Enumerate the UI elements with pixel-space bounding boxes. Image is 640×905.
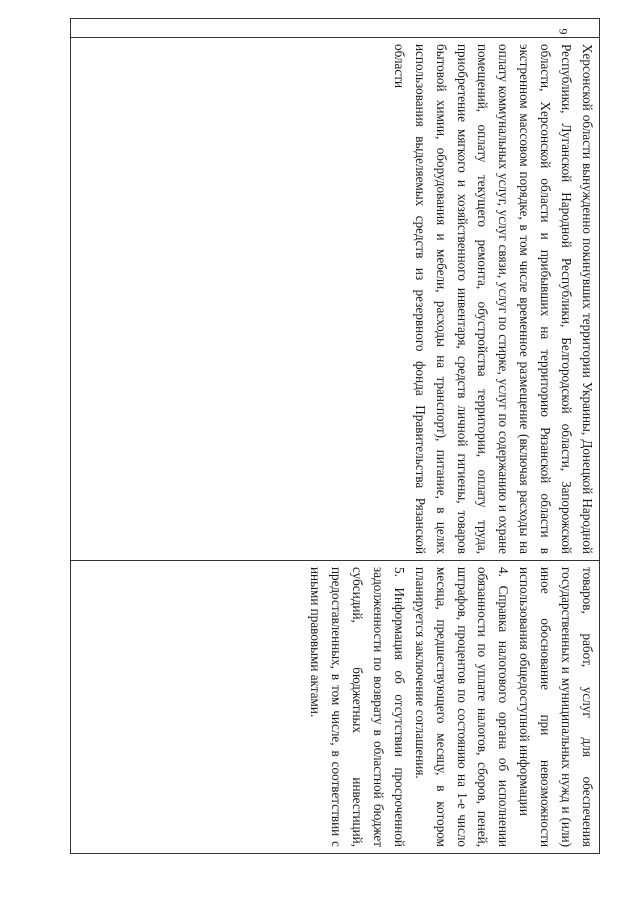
- page-number: 9: [556, 28, 571, 35]
- table-row: [71, 19, 600, 854]
- table-cell-description: [71, 38, 600, 561]
- table-cell-requirements: [71, 561, 600, 854]
- rotated-table-wrapper: [70, 18, 600, 847]
- document-table: [70, 18, 600, 854]
- requirements-item: товаров, работ, услуг для обеспечения государственных и муниципальных нужд и (или) иное обоснование при невозможности использования общедоступной информации: [517, 567, 595, 847]
- requirements-item: 5. Информация об отсутствии просроченной задолженности по возврату в областной бюджет субсидий, бюджетных инвестиций, предоставленных, в том числе, в соответствии с иными правовыми актами.: [308, 567, 407, 847]
- table-cell-empty: [71, 19, 600, 38]
- description-text: Херсонской области вынужденно покинувших территории Украины, Донецкой Народной Республики, Луганской Народной Республики, Белгородской области, Запорожской области, Херсонской области и прибывших на территорию Рязанской области в экстренном массовом порядке, в том числе временное размещение (включая расходы на оплату коммунальных услуг, услуг связи, услуг по стирке, услуг по содержанию и охране помещений, оплату текущего ремонта, обустройства территории, оплату труда, приобретение мягкого и хозяйственного инвентаря, средств личной гигиены, товаров бытовой химии, оборудования и мебели, расходы на транспорт), питание, в целях использования выделяемых средств из резервного фонда Правительства Рязанской области: [391, 44, 595, 554]
- requirements-item: 4. Справка налогового органа об исполнении обязанности по уплате налогов, сборов, пеней, штрафов, процентов по состоянию на 1-е число месяца, предшествующего месяцу, в котором планируется заключение соглашения.: [412, 567, 512, 847]
